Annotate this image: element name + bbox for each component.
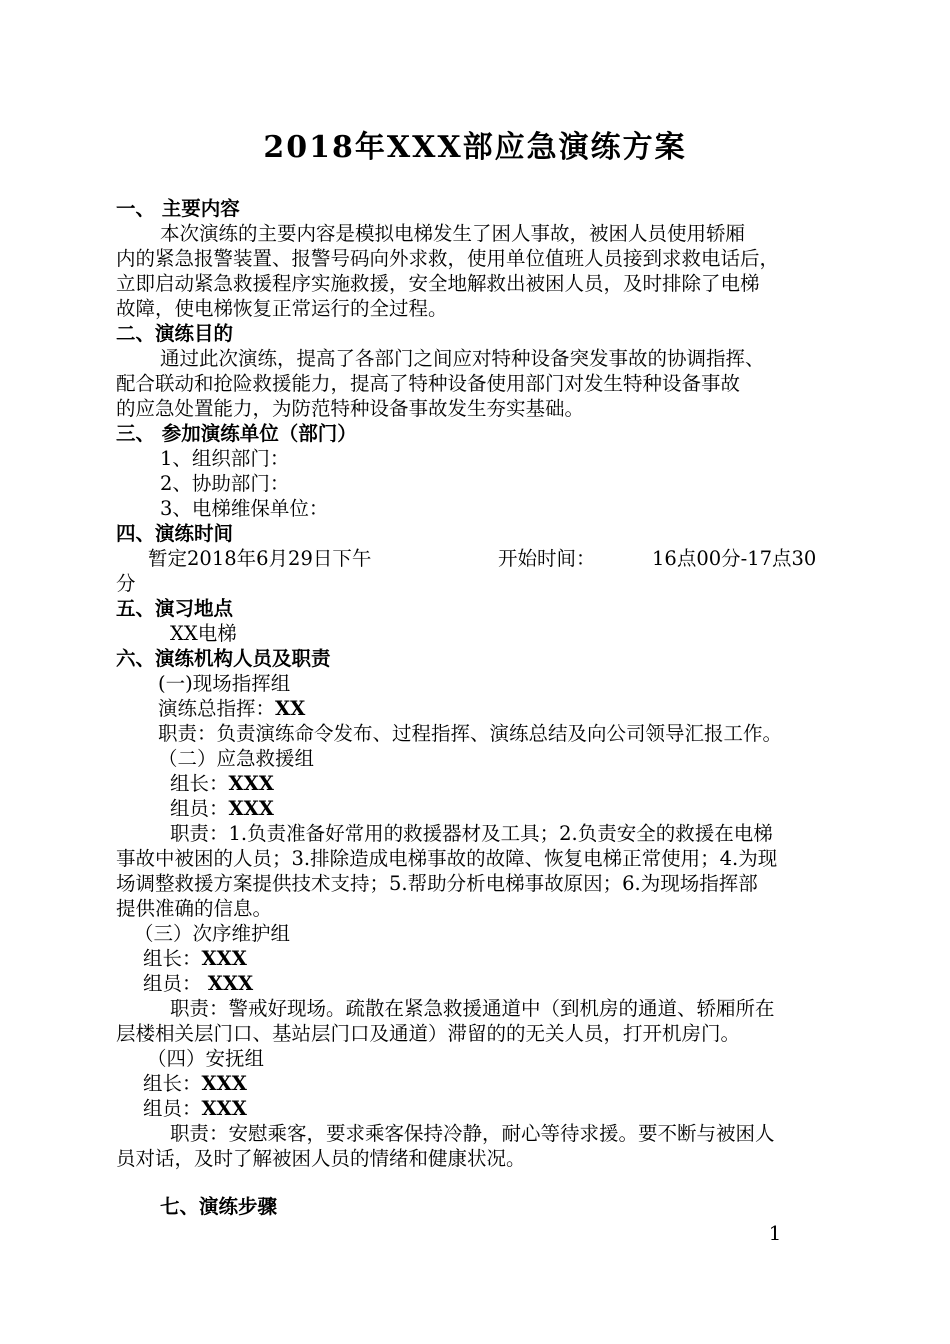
group-3-leader-value: XXX — [201, 947, 247, 970]
section-6-heading: 六、演练机构人员及职责 — [116, 647, 331, 670]
group-4-duty-line-2: 员对话，及时了解被困人员的情绪和健康状况。 — [116, 1147, 526, 1170]
group-2-leader-row — [170, 771, 894, 796]
group-2-member-label: 组员： — [170, 797, 229, 820]
commander-label: 演练总指挥： — [158, 697, 276, 720]
group-3-name: （三）次序维护组 — [134, 922, 291, 945]
group-3-duty-line-2: 层楼相关层门口、基站层门口及通道）滞留的的无关人员，打开机房门。 — [116, 1022, 741, 1045]
commander-value: XX — [275, 697, 306, 720]
section-2-line-1: 通过此次演练，提高了各部门之间应对特种设备突发事故的协调指挥、 — [160, 347, 765, 370]
group-3-duty-line-1: 职责：警戒好现场。疏散在紧急救援通道中（到机房的通道、轿厢所在 — [170, 997, 775, 1020]
section-7-heading: 七、演练步骤 — [160, 1195, 278, 1218]
section-3-item-2: 2、协助部门： — [160, 472, 290, 495]
drill-time: 16点00分-17点30 — [652, 547, 817, 570]
section-2-heading: 二、演练目的 — [116, 322, 234, 345]
section-3-item-3: 3、电梯维保单位： — [160, 497, 329, 520]
drill-time-continued: 分 — [116, 572, 136, 595]
group-2-name: （二）应急救援组 — [158, 747, 315, 770]
section-5-heading: 五、演习地点 — [116, 597, 234, 620]
page-number: 1 — [768, 1221, 782, 1245]
section-3-item-1: 1、组织部门： — [160, 447, 290, 470]
group-3-member-row — [143, 971, 867, 996]
group-2-leader-value: XXX — [228, 772, 274, 795]
group-2-duty-line-3: 场调整救援方案提供技术支持；5.帮助分析电梯事故原因；6.为现场指挥部 — [116, 872, 758, 895]
section-1-line-4: 故障，使电梯恢复正常运行的全过程。 — [116, 297, 448, 320]
group-4-name: （四）安抚组 — [147, 1047, 265, 1070]
drill-date: 暂定2018年6月29日下午 — [148, 547, 372, 570]
group-3-leader-row — [143, 946, 867, 971]
group-2-duty-line-2: 事故中被困的人员；3.排除造成电梯事故的故障、恢复电梯正常使用；4.为现 — [116, 847, 778, 870]
group-4-leader-value: XXX — [201, 1072, 247, 1095]
document-title: 2018年XXX部应急演练方案 — [263, 130, 687, 165]
group-1-commander-row — [158, 696, 882, 721]
group-2-leader-label: 组长： — [170, 772, 229, 795]
group-4-leader-label: 组长： — [143, 1072, 202, 1095]
group-2-duty-line-4: 提供准确的信息。 — [116, 897, 273, 920]
group-4-leader-row — [143, 1071, 867, 1096]
group-4-duty-line-1: 职责：安慰乘客，要求乘客保持冷静，耐心等待求援。要不断与被困人 — [170, 1122, 775, 1145]
section-3-heading: 三、 参加演练单位（部门） — [116, 422, 357, 445]
drill-place: XX电梯 — [170, 622, 237, 645]
group-3-member-label: 组员： — [143, 972, 202, 995]
start-time-label: 开始时间： — [498, 547, 596, 570]
section-1-line-2: 内的紧急报警装置、报警号码向外求救，使用单位值班人员接到求救电话后， — [116, 247, 780, 270]
section-1-line-3: 立即启动紧急救援程序实施救援，安全地解救出被困人员，及时排除了电梯 — [116, 272, 760, 295]
group-2-member-value: XXX — [228, 797, 274, 820]
group-1-name: (一)现场指挥组 — [158, 672, 291, 695]
group-3-leader-label: 组长： — [143, 947, 202, 970]
group-2-member-row — [170, 796, 894, 821]
section-2-line-3: 的应急处置能力，为防范特种设备事故发生夯实基础。 — [116, 397, 585, 420]
group-3-member-value: XXX — [207, 972, 254, 995]
group-4-member-label: 组员： — [143, 1097, 202, 1120]
group-2-duty-line-1: 职责：1.负责准备好常用的救援器材及工具；2.负责安全的救援在电梯 — [170, 822, 773, 845]
group-4-member-value: XXX — [201, 1097, 247, 1120]
group-4-member-row — [143, 1096, 867, 1121]
section-2-line-2: 配合联动和抢险救援能力，提高了特种设备使用部门对发生特种设备事故 — [116, 372, 741, 395]
section-1-heading: 一、 主要内容 — [116, 197, 240, 220]
section-1-line-1: 本次演练的主要内容是模拟电梯发生了困人事故，被困人员使用轿厢 — [160, 222, 746, 245]
section-4-heading: 四、演练时间 — [116, 522, 234, 545]
group-1-duty: 职责：负责演练命令发布、过程指挥、演练总结及向公司领导汇报工作。 — [158, 722, 783, 745]
